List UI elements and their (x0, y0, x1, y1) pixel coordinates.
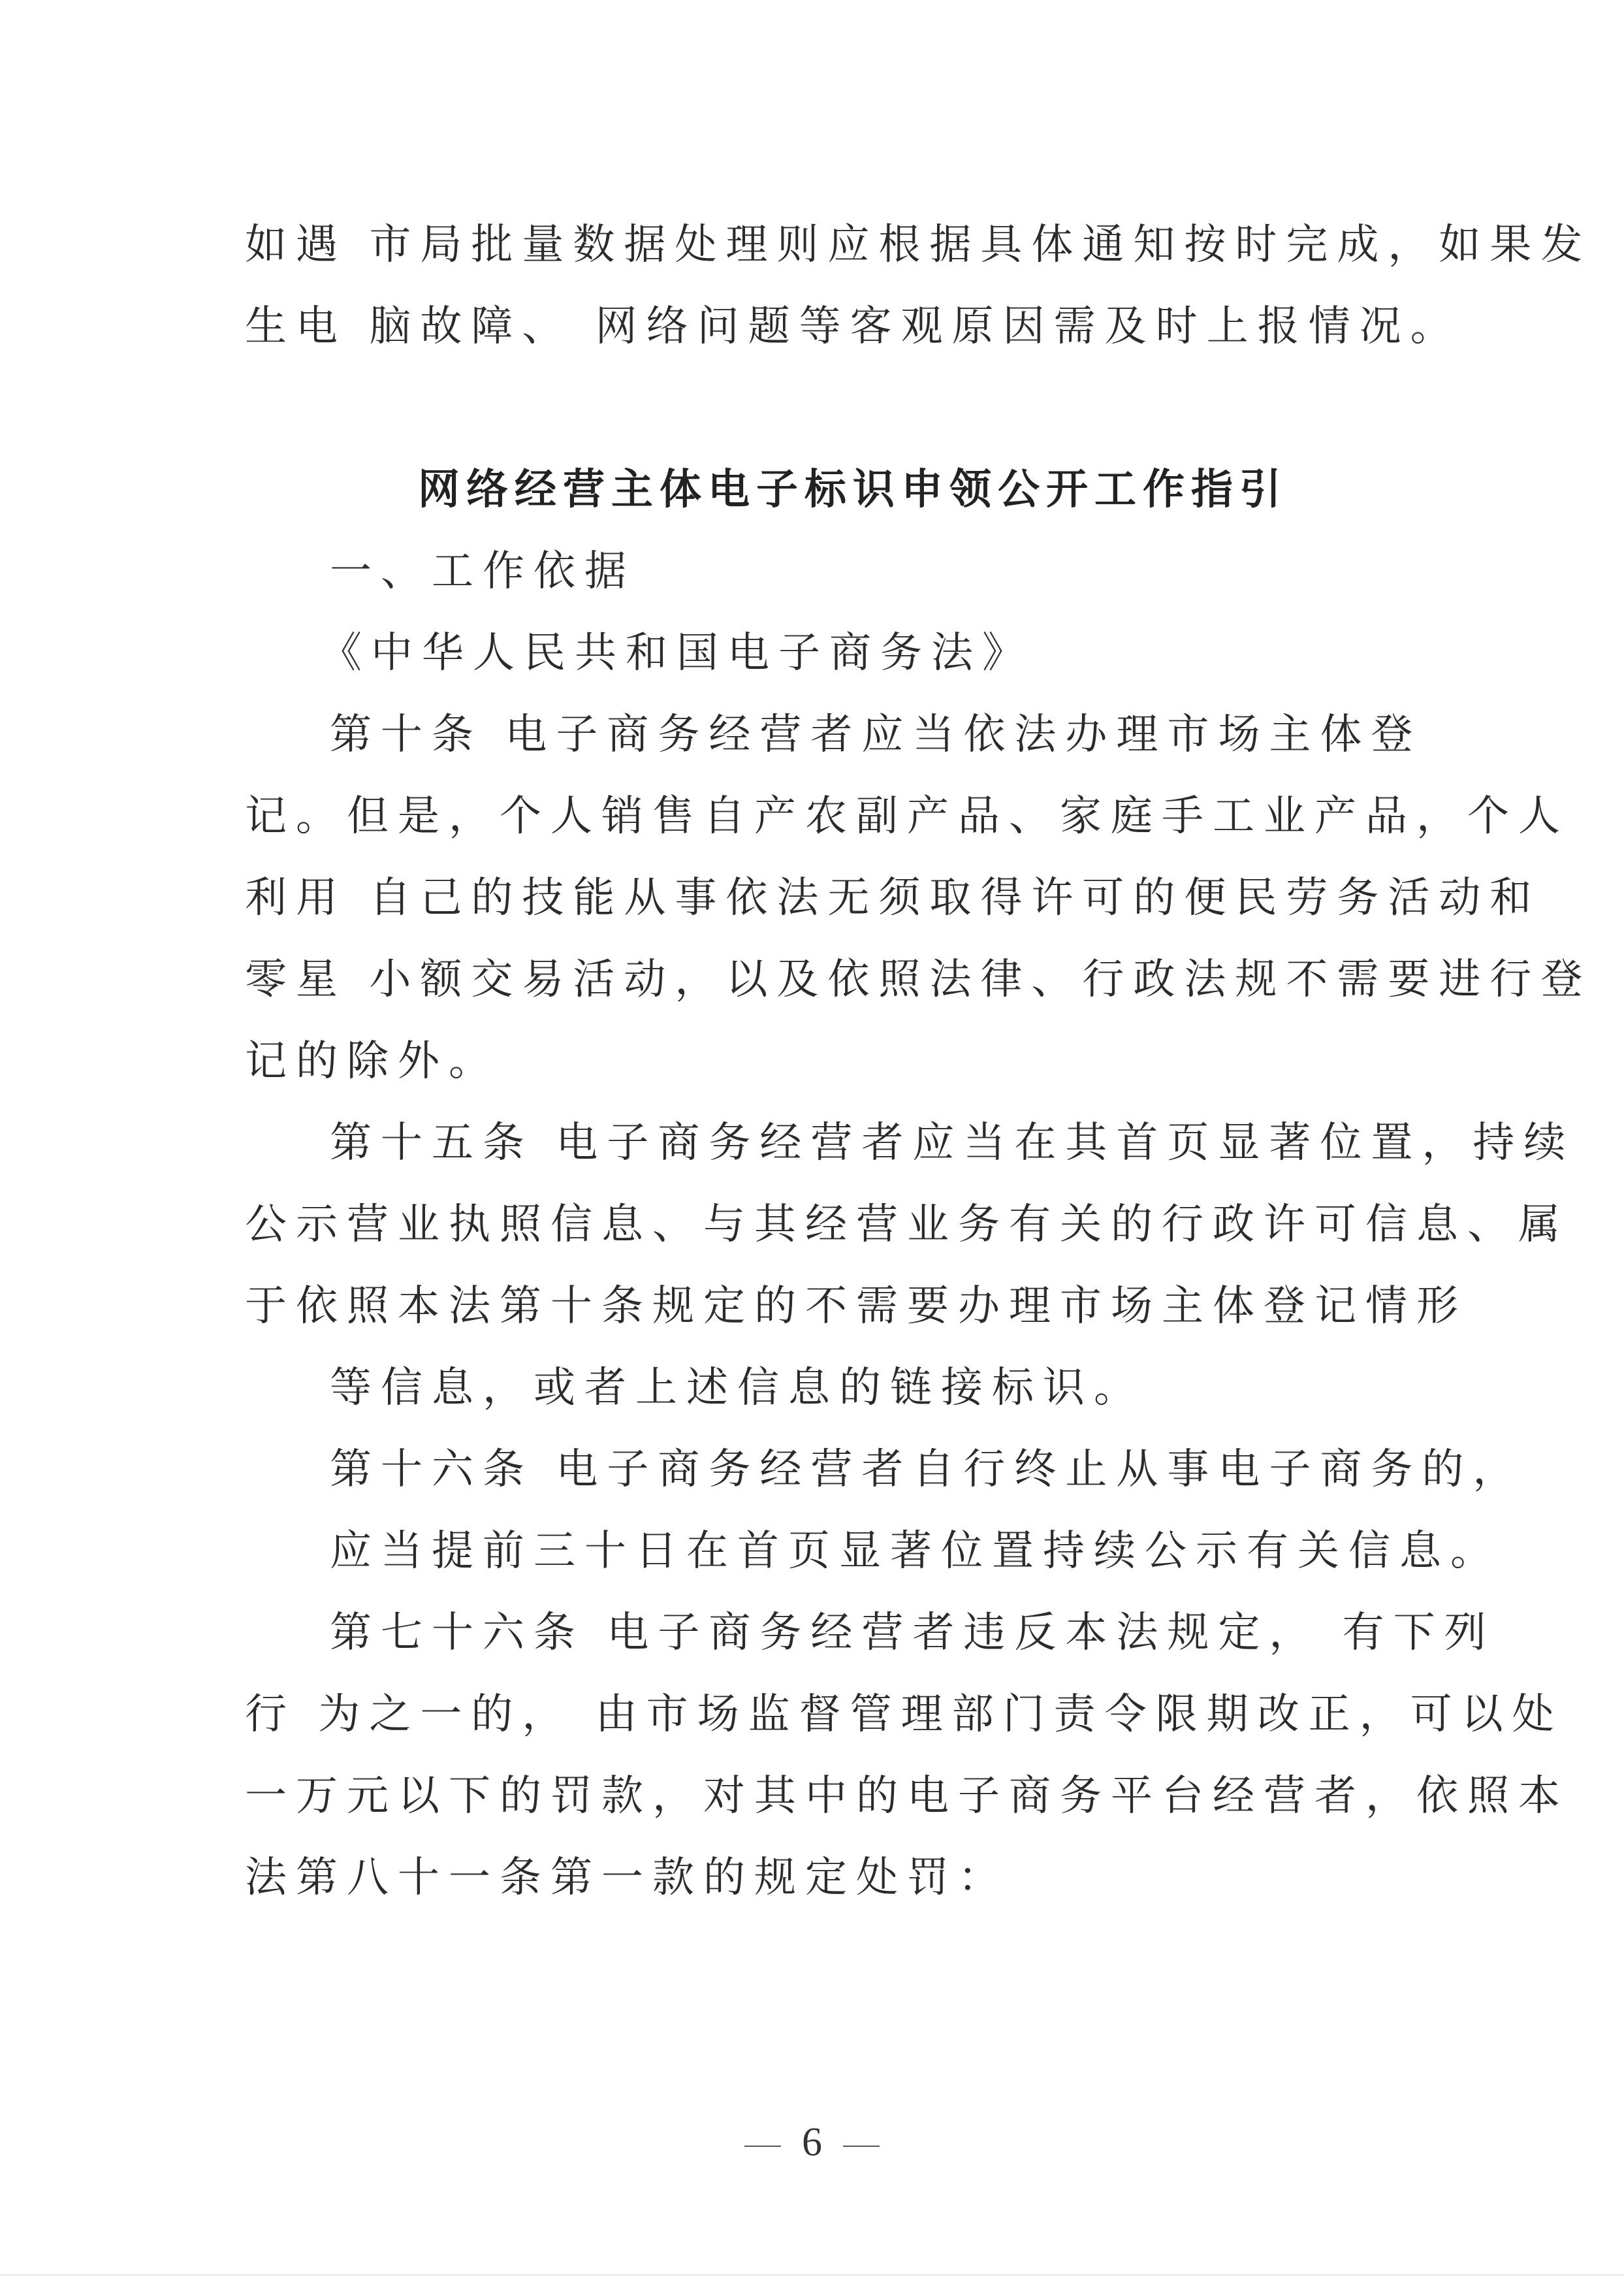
article-76-line-3: 一万元以下的罚款，对其中的电子商务平台经营者，依照本 (245, 1772, 1569, 1820)
article-16-line-1: 第十六条 电子商务经营者自行终止从事电子商务的， (330, 1445, 1524, 1494)
law-title: 《中华人民共和国电子商务法》 (320, 629, 1033, 677)
page-number-dash-left (744, 2146, 781, 2147)
article-76-line-2: 行 为之一的， 由市场监督管理部门责令限期改正，可以处 (245, 1690, 1563, 1739)
article-15-line-3: 于依照本法第十条规定的不需要办理市场主体登记情形 (245, 1282, 1467, 1330)
article-16-line-2: 应当提前三十日在首页显著位置持续公示有关信息。 (330, 1527, 1501, 1575)
heading-work-basis: 一、工作依据 (330, 547, 635, 596)
article-10-line-4: 零星 小额交易活动，以及依照法律、行政法规不需要进行登 (245, 956, 1592, 1004)
continuation-line-1: 如遇 市局批量数据处理则应根据具体通知按时完成，如果发 (245, 221, 1592, 269)
page-number (0, 2116, 1624, 2168)
section-title: 网络经营主体电子标识申领公开工作指引 (418, 465, 1288, 514)
page-number-value: 6 (802, 2120, 822, 2165)
article-10-line-2: 记。但是，个人销售自产农副产品、家庭手工业产品，个人 (245, 792, 1569, 841)
scan-edge-line (0, 2274, 1624, 2276)
article-15-line-2: 公示营业执照信息、与其经营业务有关的行政许可信息、属 (245, 1200, 1569, 1249)
article-15-line-1: 第十五条 电子商务经营者应当在其首页显著位置，持续 (330, 1119, 1575, 1167)
article-15-line-4: 等信息，或者上述信息的链接标识。 (330, 1364, 1145, 1412)
article-76-line-1: 第七十六条 电子商务经营者违反本法规定， 有下列 (330, 1609, 1495, 1657)
page-number-dash-right (843, 2146, 880, 2147)
article-10-line-5: 记的除外。 (245, 1037, 500, 1086)
article-10-line-3: 利用 自己的技能从事依法无须取得许可的便民劳务活动和 (245, 874, 1541, 922)
continuation-line-2: 生电 脑故障、 网络问题等客观原因需及时上报情况。 (245, 302, 1461, 351)
article-10-line-1: 第十条 电子商务经营者应当依法办理市场主体登 (330, 711, 1422, 759)
article-76-line-4: 法第八十一条第一款的规定处罚： (245, 1854, 1009, 1902)
